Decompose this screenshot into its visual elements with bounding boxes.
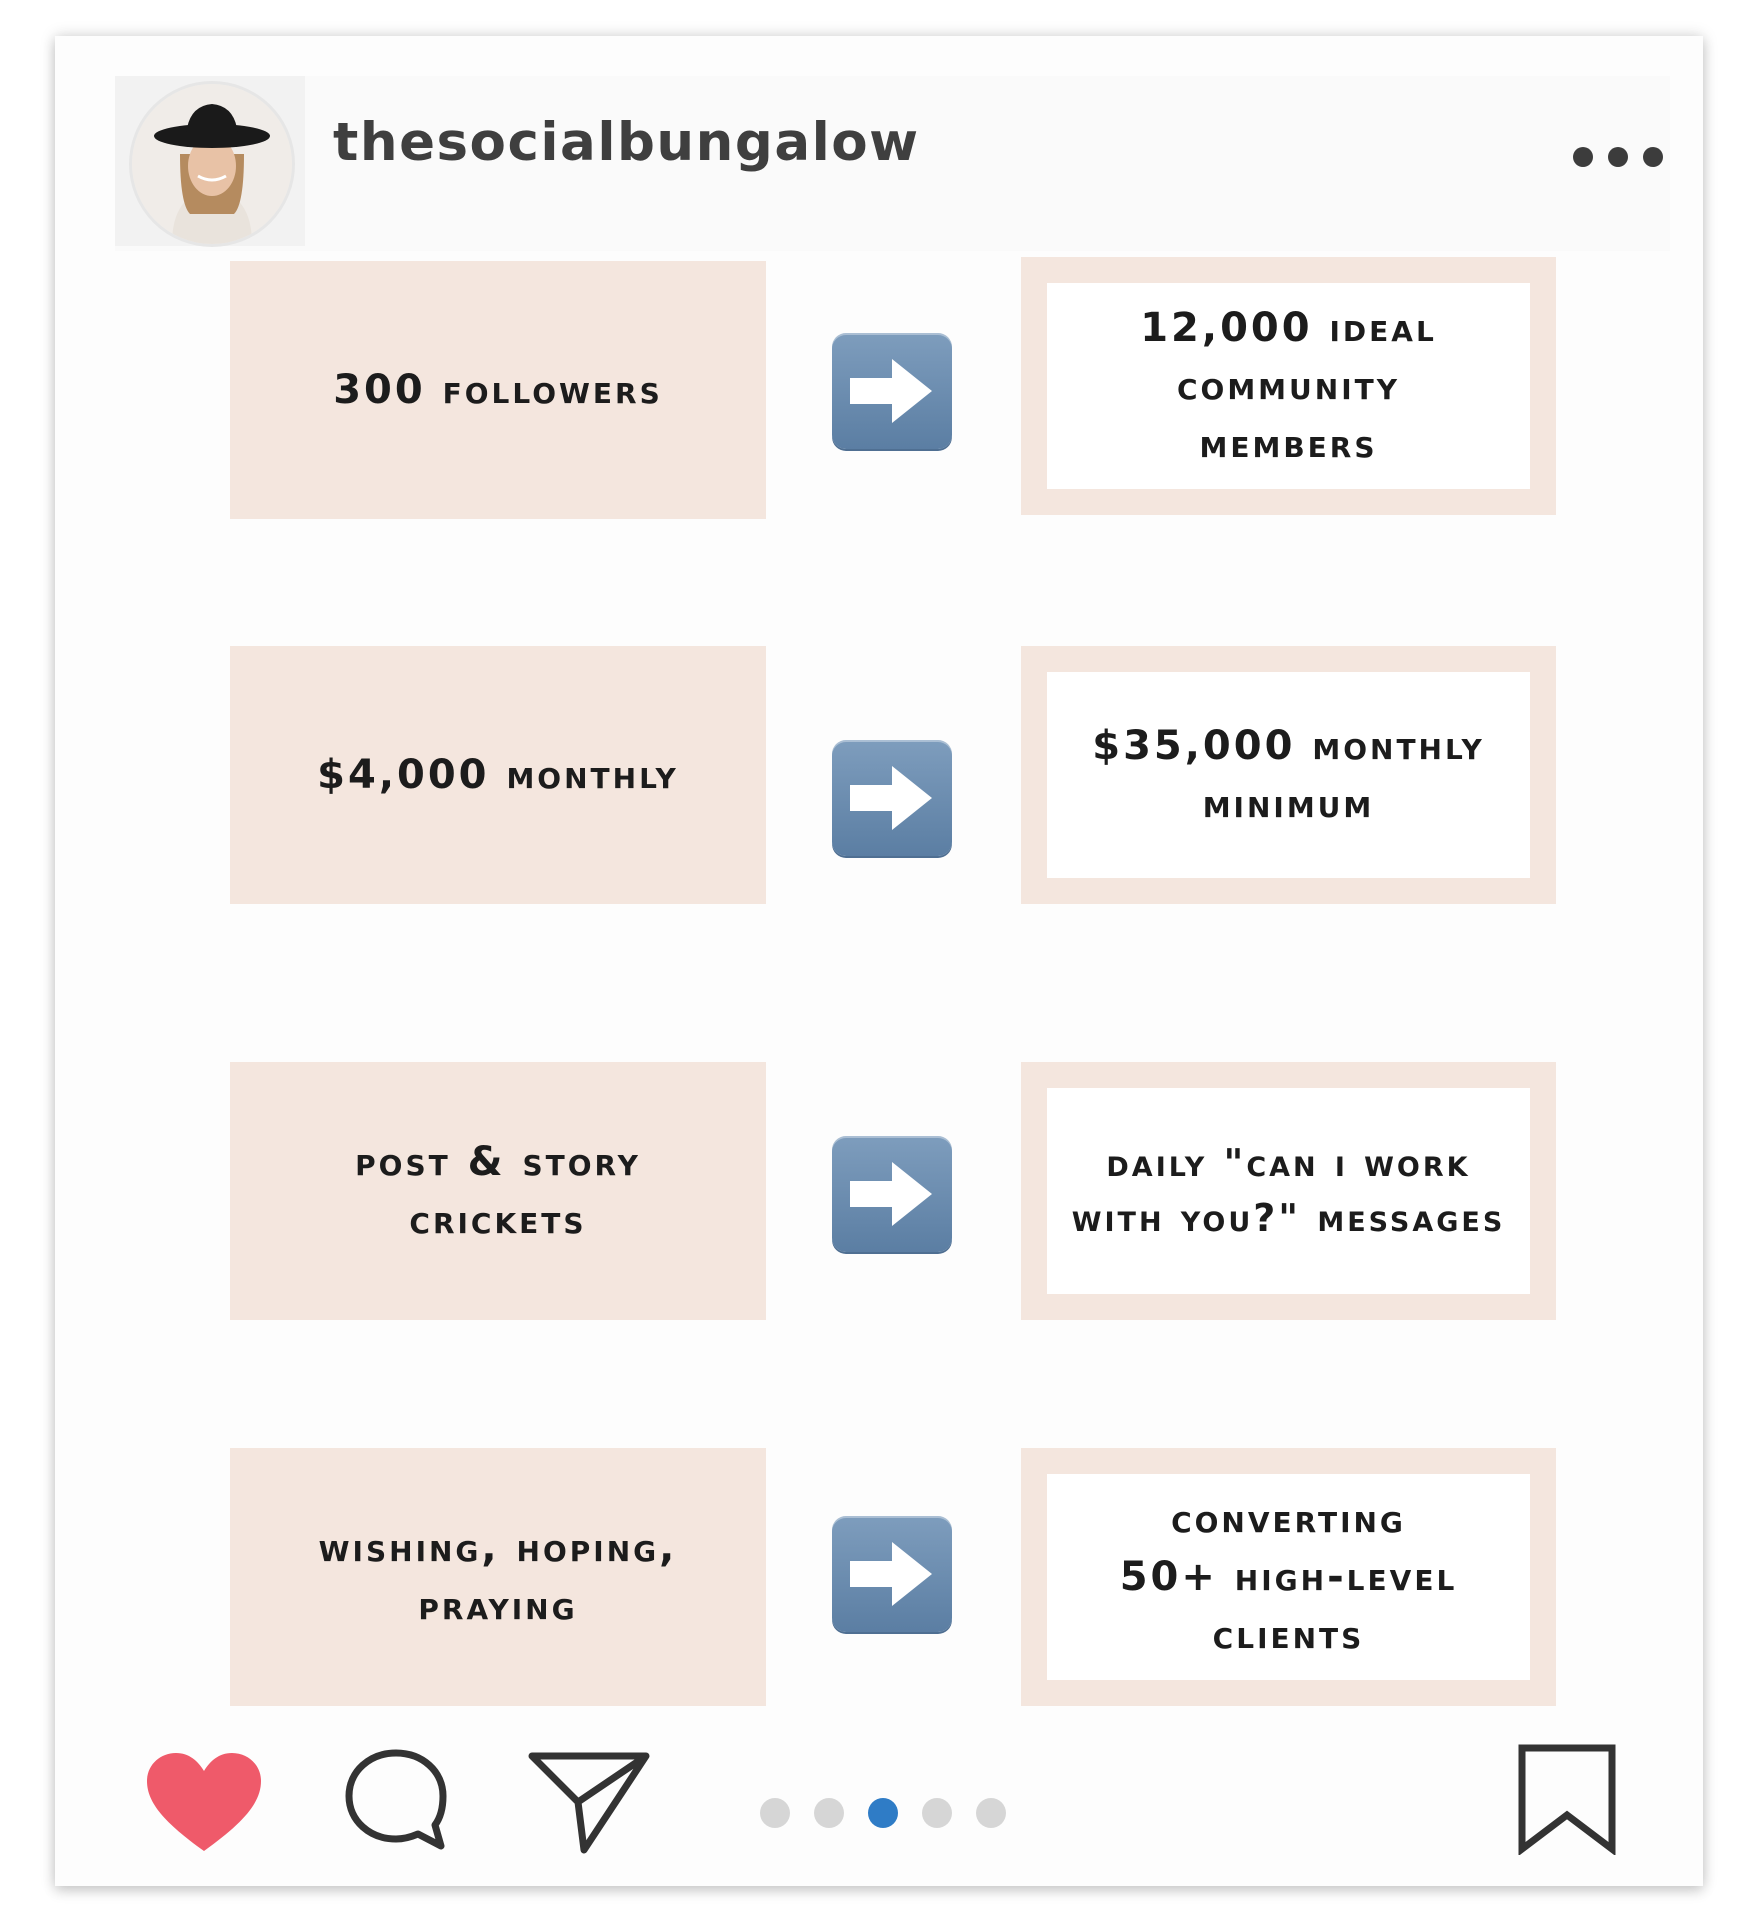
comparison-to-text: 12,000 ideal community members: [1140, 305, 1437, 467]
instagram-post-card: [55, 36, 1703, 1886]
comparison-to-cell: [1021, 646, 1556, 904]
comparison-from-cell: [230, 261, 766, 519]
comparison-to-cell: [1021, 257, 1556, 515]
comparison-to-text: daily "can i work with you?" messages: [1071, 1140, 1506, 1240]
carousel-dot[interactable]: [976, 1798, 1006, 1828]
carousel-indicator: [760, 1798, 1006, 1828]
bookmark-icon[interactable]: [1515, 1743, 1619, 1859]
right-arrow-icon: [832, 1516, 952, 1632]
comparison-to-cell: [1021, 1062, 1556, 1320]
more-dot: [1573, 147, 1593, 167]
comparison-to-cell: [1021, 1448, 1556, 1706]
heart-icon[interactable]: [145, 1751, 263, 1857]
right-arrow-icon: [832, 333, 952, 449]
carousel-dot[interactable]: [760, 1798, 790, 1828]
carousel-dot[interactable]: [922, 1798, 952, 1828]
more-dot: [1608, 147, 1628, 167]
avatar-image: [132, 84, 292, 244]
right-arrow-icon: [832, 740, 952, 856]
post-header: [115, 76, 1670, 251]
more-dots-icon[interactable]: [1573, 132, 1663, 182]
more-dot: [1643, 147, 1663, 167]
comparison-to-text: converting 50+ high-level clients: [1119, 1496, 1458, 1658]
comparison-from-cell: [230, 1062, 766, 1320]
comparison-from-text: wishing, hoping, praying: [318, 1525, 678, 1629]
username[interactable]: thesocialbungalow: [333, 112, 920, 173]
carousel-dot-active[interactable]: [868, 1798, 898, 1828]
comment-icon[interactable]: [342, 1747, 450, 1857]
right-arrow-icon: [832, 1136, 952, 1252]
send-icon[interactable]: [526, 1748, 652, 1860]
comparison-from-cell: [230, 646, 766, 904]
comparison-from-text: post & story crickets: [355, 1139, 641, 1243]
comparison-from-cell: [230, 1448, 766, 1706]
carousel-dot[interactable]: [814, 1798, 844, 1828]
comparison-from-text: 300 followers: [333, 367, 663, 413]
comparison-from-text: $4,000 monthly: [317, 752, 679, 798]
comparison-to-text: $35,000 monthly minimum: [1092, 723, 1485, 827]
avatar[interactable]: [129, 81, 295, 247]
